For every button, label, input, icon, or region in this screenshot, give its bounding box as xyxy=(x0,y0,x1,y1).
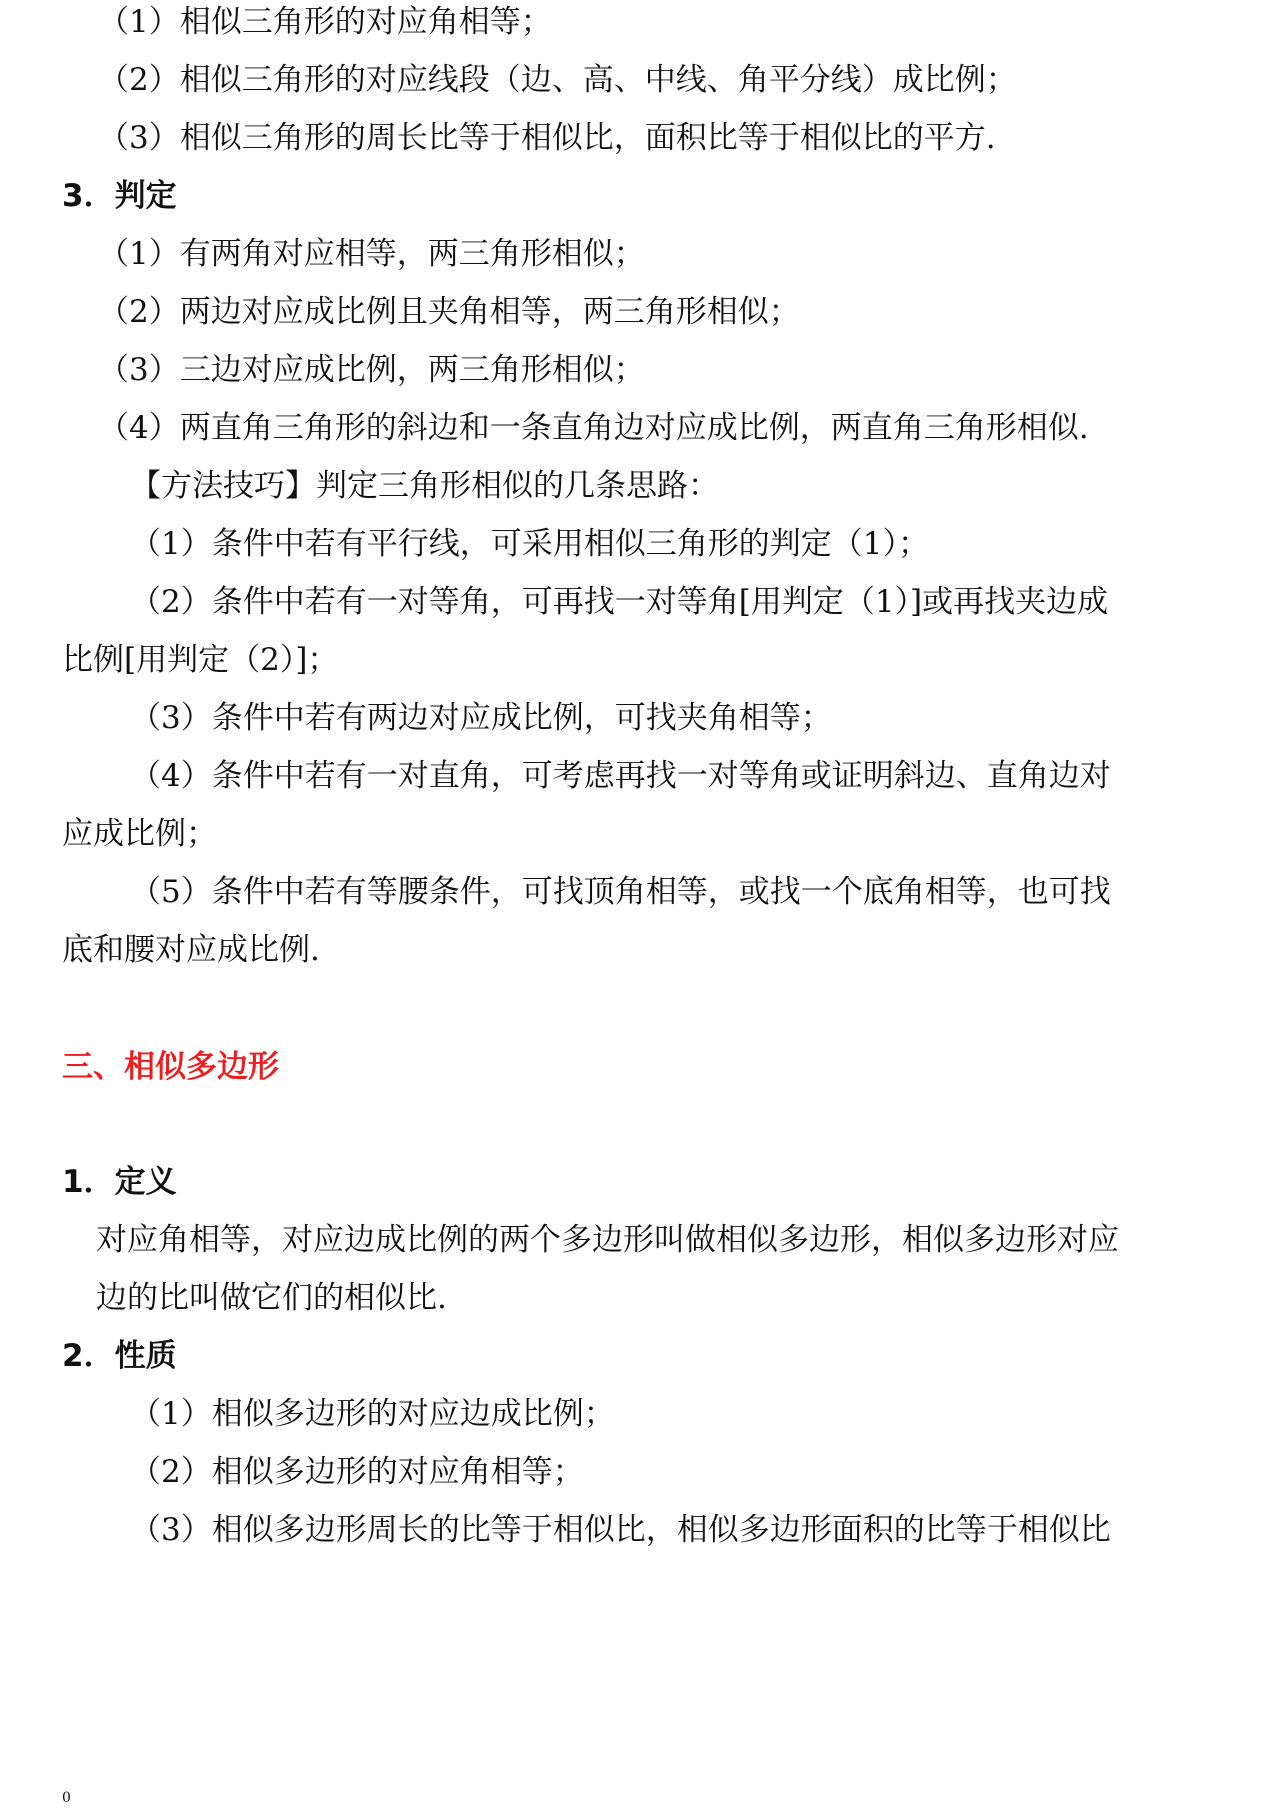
tips-item-1: （1）条件中若有平行线，可采用相似三角形的判定（1）； xyxy=(130,526,929,562)
judgement-item-2: （2）两边对应成比例且夹角相等，两三角形相似； xyxy=(98,294,800,330)
section-title: 三、相似多边形 xyxy=(62,1049,279,1085)
properties-heading: 2．性质 xyxy=(62,1338,177,1374)
triangle-property-3: （3）相似三角形的周长比等于相似比，面积比等于相似比的平方. xyxy=(98,120,996,156)
polygon-property-3: （3）相似多边形周长的比等于相似比，相似多边形面积的比等于相似比 xyxy=(130,1512,1111,1548)
tips-item-2-line-1: （2）条件中若有一对等角，可再找一对等角[用判定（1）]或再找夹边成 xyxy=(130,584,1109,620)
definition-heading: 1．定义 xyxy=(62,1164,177,1200)
judgement-item-1: （1）有两角对应相等，两三角形相似； xyxy=(98,236,645,272)
tips-item-2-line-2: 比例[用判定（2）]； xyxy=(62,642,339,678)
tips-item-4-line-1: （4）条件中若有一对直角，可考虑再找一对等角或证明斜边、直角边对 xyxy=(130,758,1111,794)
triangle-property-1: （1）相似三角形的对应角相等； xyxy=(98,4,552,40)
judgement-item-4: （4）两直角三角形的斜边和一条直角边对应成比例，两直角三角形相似. xyxy=(98,410,1089,446)
polygon-property-2: （2）相似多边形的对应角相等； xyxy=(130,1454,584,1490)
definition-line-2: 边的比叫做它们的相似比. xyxy=(96,1280,447,1316)
tips-item-5-line-2: 底和腰对应成比例. xyxy=(62,932,320,968)
tips-item-4-line-2: 应成比例； xyxy=(62,816,217,852)
tips-item-5-line-1: （5）条件中若有等腰条件，可找顶角相等，或找一个底角相等，也可找 xyxy=(130,874,1111,910)
tips-title: 【方法技巧】判定三角形相似的几条思路： xyxy=(130,468,719,504)
tips-item-3: （3）条件中若有两边对应成比例，可找夹角相等； xyxy=(130,700,832,736)
polygon-property-1: （1）相似多边形的对应边成比例； xyxy=(130,1396,615,1432)
triangle-property-2: （2）相似三角形的对应线段（边、高、中线、角平分线）成比例； xyxy=(98,62,1017,98)
page-number: 0 xyxy=(62,1790,71,1806)
judgement-item-3: （3）三边对应成比例，两三角形相似； xyxy=(98,352,645,388)
judgement-heading: 3．判定 xyxy=(62,178,177,214)
definition-line-1: 对应角相等，对应边成比例的两个多边形叫做相似多边形，相似多边形对应 xyxy=(96,1222,1119,1258)
